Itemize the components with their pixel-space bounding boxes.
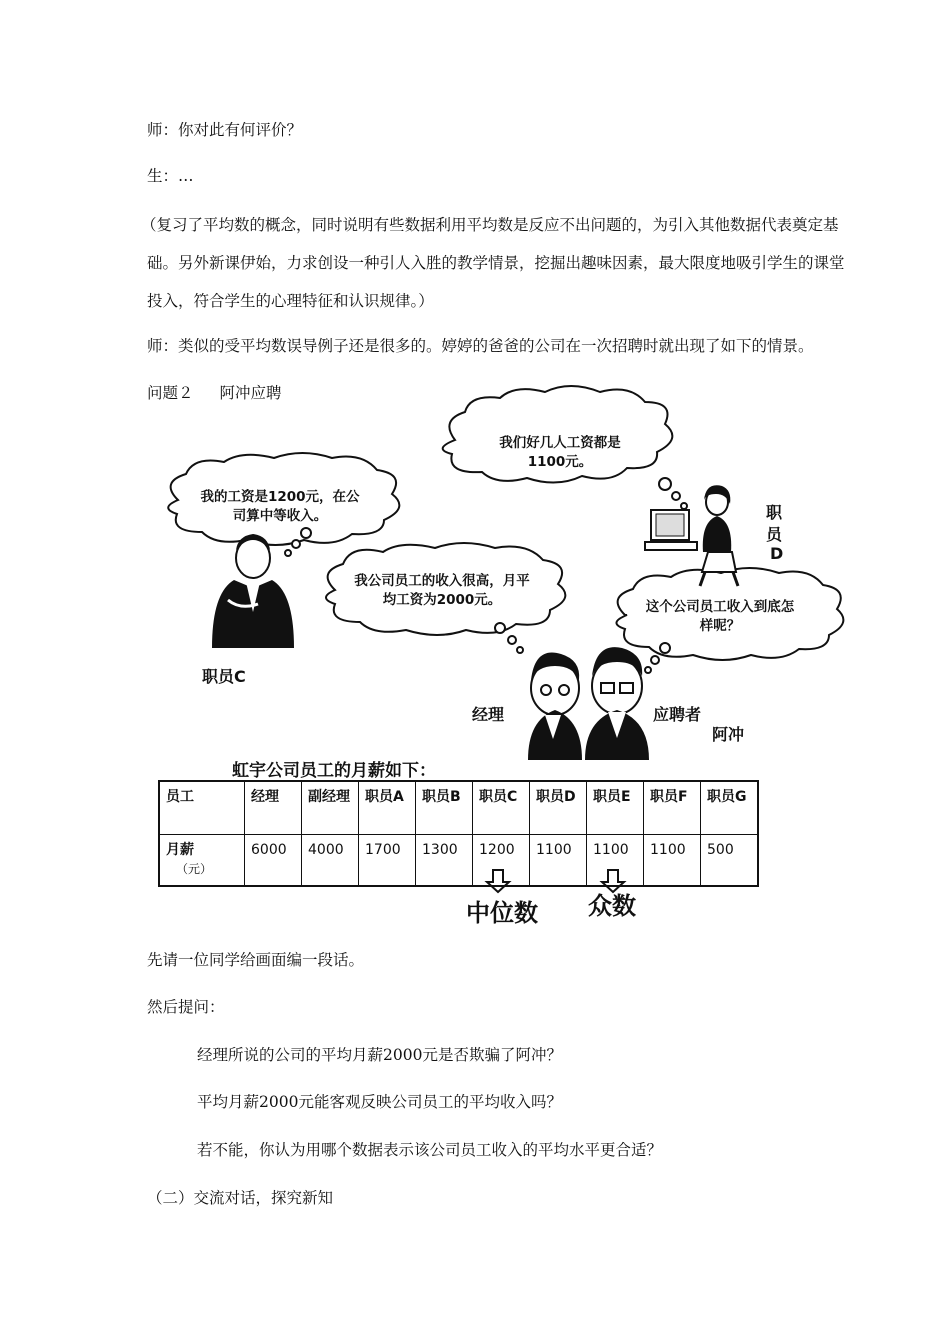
table-title: 虹宇公司员工的月薪如下： (232, 761, 436, 781)
table-value-cell: 1300 (416, 835, 473, 887)
table-value-cell: 1100 (530, 835, 587, 887)
bubble-text-applicant: 这个公司员工收入到底怎样呢？ (645, 599, 795, 634)
table-value-cell: 500 (701, 835, 759, 887)
bubble-text-manager: 我公司员工的收入很高，月平均工资为2000元。 (354, 573, 530, 608)
table-header-cell: 副经理 (302, 781, 359, 835)
label-staff-d-1: 职 (766, 503, 783, 522)
table-header-row (159, 781, 758, 835)
label-staff-d-2: 员 (766, 525, 783, 544)
table-header-cell: 职员B (416, 781, 473, 835)
bubble-text-staff-d: 我们好几人工资都是1100元。 (499, 435, 621, 470)
label-applicant: 应聘者 (653, 705, 702, 724)
staff-c-figure (212, 534, 294, 648)
table-row-label-cell (159, 835, 245, 887)
table-header-cell: 员工 (159, 781, 245, 835)
label-staff-d-3: D (770, 544, 784, 563)
table-header-cell: 职员F (644, 781, 701, 835)
salary-table (158, 780, 759, 887)
student-line: 生：… (147, 167, 194, 185)
manager-and-applicant-figures (528, 647, 649, 760)
table-header-cell: 职员G (701, 781, 759, 835)
label-achong: 阿冲 (712, 725, 745, 744)
salary-label: 月薪 (166, 842, 194, 858)
table-value-cell: 1100 (644, 835, 701, 887)
after-line-1: 先请一位同学给画面编一段话。 (147, 951, 365, 969)
problem-number: 问题２ (147, 384, 194, 402)
review-paragraph: （复习了平均数的概念，同时说明有些数据利用平均数是反应不出问题的，为引入其他数据代表奠定基础。另外新课伊始，力求创设一种引人入胜的教学情景，挖掘出趣味因素，最大限度地吸引学生的课堂投入，符合学生的心理特征和认识规律。） (141, 216, 845, 310)
bubble-text-staff-c: 我的工资是1200元，在公司算中等收入。 (200, 489, 360, 524)
section-heading: （二）交流对话，探究新知 (147, 1189, 334, 1207)
table-header-cell: 职员E (587, 781, 644, 835)
table-value-cell: 1700 (359, 835, 416, 887)
table-header-cell: 职员A (359, 781, 416, 835)
question-2: 平均月薪2000元能客观反映公司员工的平均收入吗？ (197, 1093, 562, 1111)
table-value-cell: 1200 (473, 835, 530, 887)
question-3: 若不能，你认为用哪个数据表示该公司员工收入的平均水平更合适？ (197, 1141, 663, 1159)
question-1: 经理所说的公司的平均月薪2000元是否欺骗了阿冲？ (197, 1046, 562, 1064)
median-label: 中位数 (466, 899, 538, 927)
label-manager: 经理 (472, 705, 505, 724)
mode-label: 众数 (588, 892, 636, 920)
table-salary-row (159, 835, 758, 887)
teacher-line-2: 师：类似的受平均数误导例子还是很多的。婷婷的爸爸的公司在一次招聘时就出现了如下的情景。 (147, 337, 814, 355)
salary-unit: （元） (176, 862, 213, 876)
table-value-cell: 4000 (302, 835, 359, 887)
table-value-cell: 1100 (587, 835, 644, 887)
table-value-cell: 6000 (245, 835, 302, 887)
after-line-2: 然后提问： (147, 998, 225, 1016)
label-staff-c: 职员C (202, 667, 246, 686)
table-header-cell: 职员D (530, 781, 587, 835)
table-header-cell: 经理 (245, 781, 302, 835)
table-header-cell: 职员C (473, 781, 530, 835)
problem-title: 阿冲应聘 (219, 384, 282, 402)
teacher-line-1: 师：你对此有何评价？ (147, 121, 303, 139)
